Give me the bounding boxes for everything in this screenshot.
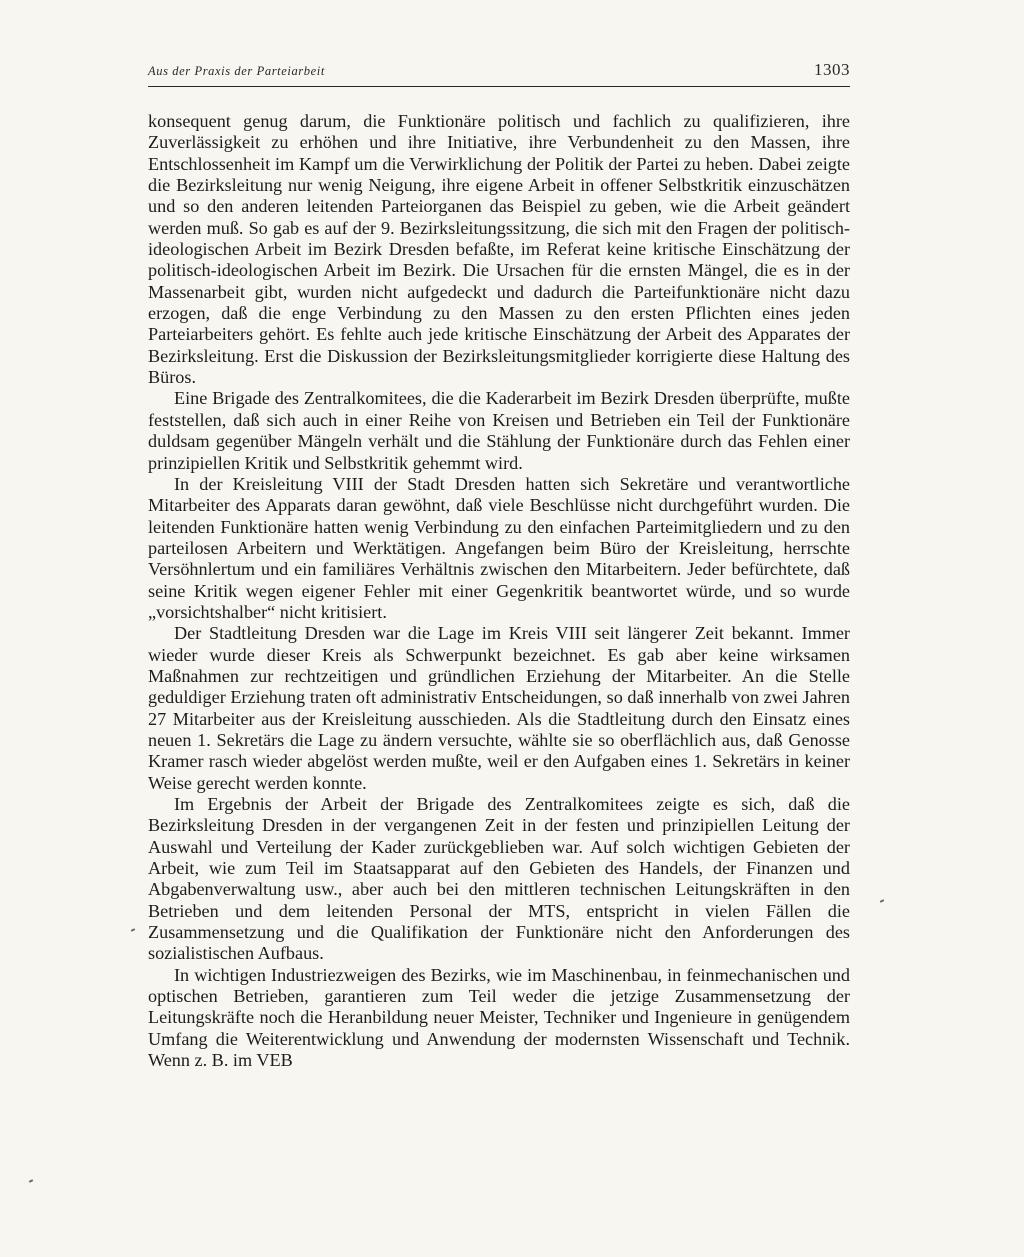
paragraph-2: Eine Brigade des Zentralkomitees, die die Kaderarbeit im Bezirk Dresden überprüfte, mußte feststellen, daß sich auch in einer Reihe von Kreisen und Betrieben ein Teil der Funktionäre duldsam gegenüber Mängeln verhält und die Stählung der Funktionäre durch das Fehlen einer prinzipiellen Kritik und Selbstkritik gehemmt wird. <box>148 388 850 473</box>
body-text <box>148 111 850 1071</box>
paragraph-1: konsequent genug darum, die Funktionäre politisch und fachlich zu qualifizieren, ihre Zuverlässigkeit zu erhöhen und ihre Initiative, ihre Verbundenheit zu den Massen, ihre Entschlossenheit im Kampf um die Verwirklichung der Politik der Partei zu heben. Dabei zeigte die Bezirksleitung nur wenig Neigung, ihre eigene Arbeit in offener Selbstkritik einzuschätzen und so den anderen leitenden Parteiorganen das Beispiel zu geben, wie die Arbeit geändert werden muß. So gab es auf der 9. Bezirksleitungssitzung, die sich mit den Fragen der politisch-ideologischen Arbeit im Bezirk Dresden befaßte, im Referat keine kritische Einschätzung der politisch-ideologischen Arbeit im Bezirk. Die Ursachen für die ernsten Mängel, die es in der Massenarbeit gibt, wurden nicht aufgedeckt und dadurch die Parteifunktionäre nicht dazu erzogen, daß die enge Verbindung zu den Massen zu den ersten Pflichten eines jeden Parteiarbeiters gehört. Es fehlte auch jede kritische Einschätzung der Arbeit des Apparates der Bezirksleitung. Erst die Diskussion der Bezirksleitungsmitglieder korrigierte diese Haltung des Büros. <box>148 111 850 388</box>
margin-mark-edge <box>29 1179 33 1183</box>
margin-mark-right <box>880 899 884 903</box>
running-header <box>148 58 850 87</box>
paragraph-3: In der Kreisleitung VIII der Stadt Dresden hatten sich Sekretäre und verantwortliche Mitarbeiter des Apparats daran gewöhnt, daß viele Beschlüsse nicht durchgeführt wurden. Die leitenden Funktionäre hatten wenig Verbindung zu den einfachen Parteimitgliedern und zu den parteilosen Arbeitern und Werktätigen. Angefangen beim Büro der Kreisleitung, herrschte Versöhnlertum und ein familiäres Verhältnis zwischen den Mitarbeitern. Jeder befürchtete, daß seine Kritik wegen eigener Fehler mit einer Gegenkritik beantwortet würde, und so wurde „vorsichtshalber“ nicht kritisiert. <box>148 473 850 622</box>
paragraph-5: Im Ergebnis der Arbeit der Brigade des Zentralkomitees zeigte es sich, daß die Bezirksleitung Dresden in der vergangenen Zeit in der festen und prinzipiellen Leitung der Auswahl und Verteilung der Kader zurückgeblieben war. Auf solch wichtigen Gebieten der Arbeit, wie zum Teil im Staatsapparat auf den Gebieten des Handels, der Finanzen und Abgabenverwaltung usw., aber auch bei den mittleren technischen Leitungskräften in den Betrieben und dem leitenden Personal der MTS, entspricht in vielen Fällen die Zusammensetzung und die Qualifikation der Funktionäre nicht den Anforderungen des sozialistischen Aufbaus. <box>148 794 850 964</box>
running-header-title: Aus der Praxis der Parteiarbeit <box>148 64 325 78</box>
page-number: 1303 <box>814 60 850 79</box>
paragraph-6: In wichtigen Industriezweigen des Bezirks, wie im Maschinenbau, in feinmechanischen und optischen Betrieben, garantieren zum Teil weder die jetzige Zusammensetzung der Leitungskräfte noch die Heranbildung neuer Meister, Techniker und Ingenieure in genügendem Umfang die Weiterentwicklung und Anwendung der modernsten Wissenschaft und Technik. Wenn z. B. im VEB <box>148 964 850 1071</box>
paragraph-4: Der Stadtleitung Dresden war die Lage im Kreis VIII seit längerer Zeit bekannt. Immer wieder wurde dieser Kreis als Schwerpunkt bezeichnet. Es gab aber keine wirksamen Maßnahmen zur rechtzeitigen und gründlichen Erziehung der Mitarbeiter. An die Stelle geduldiger Erziehung traten oft administrativ Entscheidungen, so daß innerhalb von zwei Jahren 27 Mitarbeiter aus der Kreisleitung ausschieden. Als die Stadtleitung durch den Einsatz eines neuen 1. Sekretärs die Lage zu ändern versuchte, wählte sie so oberflächlich aus, daß Genosse Kramer rasch wieder abgelöst werden mußte, weil er den Aufgaben eines 1. Sekretärs in keiner Weise gerecht werden konnte. <box>148 623 850 793</box>
margin-mark-left <box>131 928 135 932</box>
